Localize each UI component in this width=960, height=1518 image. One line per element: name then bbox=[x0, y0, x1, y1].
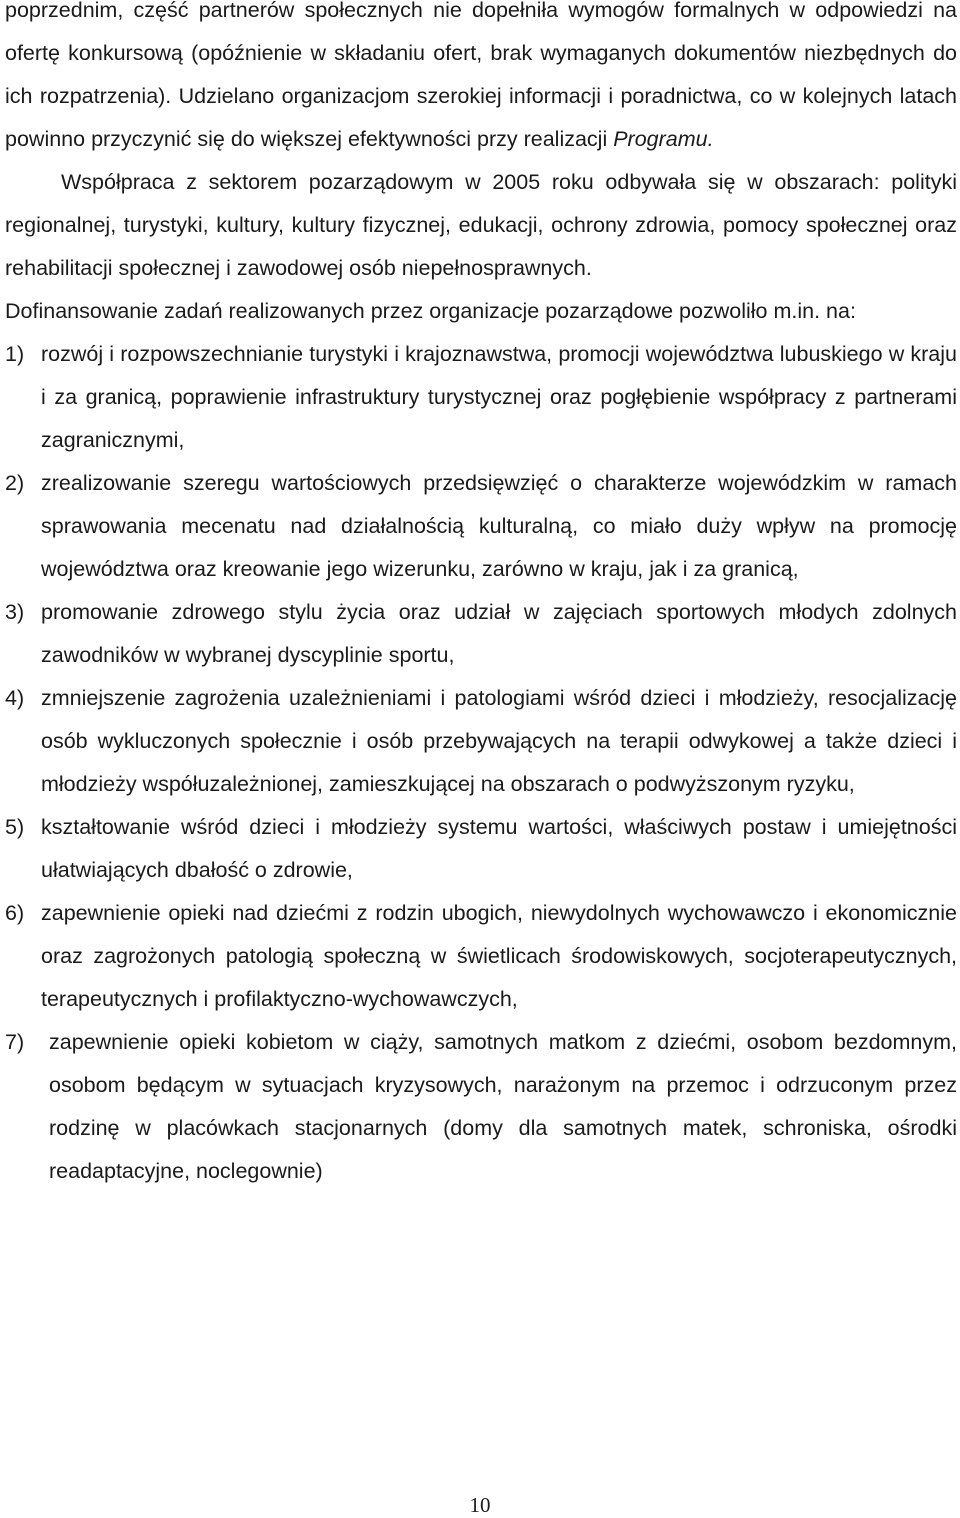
list-item-text: zmniejszenie zagrożenia uzależnieniami i patologiami wśród dzieci i młodzieży, resocjalizację osób wykluczonych społecznie i osób przebywających na terapii odwykowej a także dzieci i młodzieży współuzależnionej, zamieszkującej na obszarach o podwyższonym ryzyku, bbox=[41, 686, 957, 796]
list-item-number: 4) bbox=[5, 686, 25, 710]
list-item bbox=[5, 892, 957, 1021]
list-item-number: 5) bbox=[5, 815, 25, 839]
list-item bbox=[5, 1021, 957, 1193]
list-item-text: kształtowanie wśród dzieci i młodzieży systemu wartości, właściwych postaw i umiejętności ułatwiających dbałość o zdrowie, bbox=[41, 815, 957, 882]
list-item bbox=[5, 333, 957, 462]
list-item bbox=[5, 462, 957, 591]
list-item bbox=[5, 591, 957, 677]
document-page bbox=[5, 0, 957, 1193]
intro-paragraph bbox=[5, 0, 957, 161]
cooperation-paragraph: Współpraca z sektorem pozarządowym w 2005 roku odbywała się w obszarach: polityki regionalnej, turystyki, kultury, kultury fizycznej, edukacji, ochrony zdrowia, pomocy społecznej oraz rehabilitacji społecznej i zawodowej osób niepełnosprawnych. bbox=[5, 170, 957, 280]
list-item bbox=[5, 677, 957, 806]
list-item bbox=[5, 806, 957, 892]
list-item-number: 2) bbox=[5, 471, 25, 495]
page-number: 10 bbox=[469, 1493, 491, 1517]
list-item-text: promowanie zdrowego stylu życia oraz udział w zajęciach sportowych młodych zdolnych zawodników w wybranej dyscyplinie sportu, bbox=[41, 600, 957, 667]
list-item-text: rozwój i rozpowszechnianie turystyki i krajoznawstwa, promocji województwa lubuskiego w kraju i za granicą, poprawienie infrastruktury turystycznej oraz pogłębienie współpracy z partnerami zagranicznymi, bbox=[41, 342, 957, 452]
list-item-number: 6) bbox=[5, 901, 25, 925]
list-item-text: zapewnienie opieki nad dziećmi z rodzin ubogich, niewydolnych wychowawczo i ekonomicznie oraz zagrożonych patologią społeczną w świetlicach środowiskowych, socjoterapeutycznych, terapeutycznych i profilaktyczno-wychowawczych, bbox=[41, 901, 957, 1011]
list-item-text: zrealizowanie szeregu wartościowych przedsięwzięć o charakterze wojewódzkim w ramach sprawowania mecenatu nad działalnością kulturalną, co miało duży wpływ na promocję województwa oraz kreowanie jego wizerunku, zarówno w kraju, jak i za granicą, bbox=[41, 471, 957, 581]
intro-paragraph-text: poprzednim, część partnerów społecznych nie dopełniła wymogów formalnych w odpowiedzi na ofertę konkursową (opóźnienie w składaniu ofert, brak wymaganych dokumentów niezbędnych do ich rozpatrzenia). Udzielano organizacjom szerokiej informacji i poradnictwa, co w kolejnych latach powinno przyczynić się do większej efektywności przy realizacji bbox=[5, 0, 957, 151]
achievements-list bbox=[5, 333, 957, 1193]
intro-paragraph-italic: Programu. bbox=[613, 127, 714, 151]
list-item-number: 3) bbox=[5, 600, 25, 624]
list-item-number: 7) bbox=[5, 1030, 25, 1054]
list-item-text: zapewnienie opieki kobietom w ciąży, samotnych matkom z dziećmi, osobom bezdomnym, osobom będącym w sytuacjach kryzysowych, narażonym na przemoc i odrzuconym przez rodzinę w placówkach stacjonarnych (domy dla samotnych matek, schroniska, ośrodki readaptacyjne, noclegownie) bbox=[49, 1030, 957, 1183]
funding-paragraph: Dofinansowanie zadań realizowanych przez organizacje pozarządowe pozwoliło m.in. na: bbox=[5, 299, 856, 323]
list-item-number: 1) bbox=[5, 342, 25, 366]
